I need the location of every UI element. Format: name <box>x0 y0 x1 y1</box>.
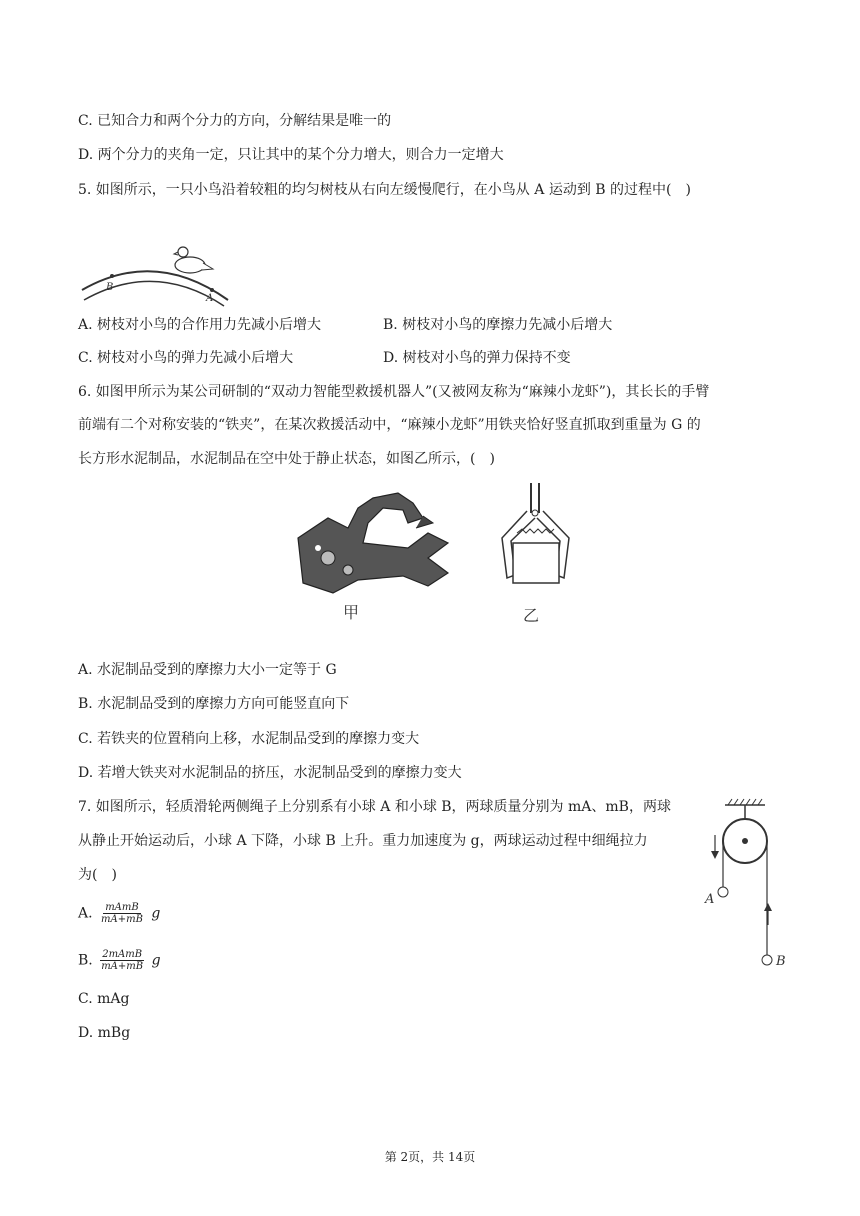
pulley-label-a: A <box>705 892 715 907</box>
fraction <box>99 902 145 925</box>
gravity-symbol: g <box>151 905 161 922</box>
ball-a <box>718 887 728 897</box>
q7-option-d: D. mBg <box>78 1025 131 1041</box>
fraction-numerator: mAmB <box>105 902 139 913</box>
q6-option-c: C. 若铁夹的位置稍向上移，水泥制品受到的摩擦力变大 <box>78 731 420 747</box>
fraction <box>99 949 145 972</box>
q6-stem-line2: 前端有二个对称安装的“铁夹”，在某次救援活动中，“麻辣小龙虾”用铁夹恰好竖直抓取到重量为 G 的 <box>78 417 701 433</box>
robot-caption: 甲 <box>343 603 360 622</box>
q4-option-c: C. 已知合力和两个分力的方向，分解结果是唯一的 <box>78 113 392 129</box>
q4-option-d: D. 两个分力的夹角一定，只让其中的某个分力增大，则合力一定增大 <box>78 147 504 163</box>
clamp-figure <box>497 483 577 628</box>
branch-figure <box>80 238 230 308</box>
q6-option-d: D. 若增大铁夹对水泥制品的挤压，水泥制品受到的摩擦力变大 <box>78 765 462 781</box>
q5-option-c: C. 树枝对小鸟的弹力先减小后增大 <box>78 350 294 366</box>
fraction-denominator: mA+mB <box>101 961 144 972</box>
fraction-numerator: 2mAmB <box>102 949 143 960</box>
clamp-caption: 乙 <box>523 606 540 625</box>
q6-stem-line3: 长方形水泥制品，水泥制品在空中处于静止状态，如图乙所示，( ) <box>78 451 495 467</box>
q7-option-a <box>78 902 160 925</box>
q6-option-a: A. 水泥制品受到的摩擦力大小一定等于 G <box>78 662 337 678</box>
q7-stem-line1: 7. 如图所示，轻质滑轮两侧绳子上分别系有小球 A 和小球 B，两球质量分别为 mA、mB，两球 <box>78 799 671 815</box>
page-footer: 第 2页，共 14页 <box>384 1150 476 1164</box>
q5-stem: 5. 如图所示，一只小鸟沿着较粗的均匀树枝从右向左缓慢爬行，在小鸟从 A 运动到 B 的过程中( ) <box>78 182 691 198</box>
pulley-figure <box>700 795 790 975</box>
q6-stem-line1: 6. 如图甲所示为某公司研制的“双动力智能型救援机器人”(又被网友称为“麻辣小龙虾”)，其长长的手臂 <box>78 384 710 400</box>
branch-label-a: A <box>206 293 214 304</box>
q7-stem-line3: 为( ) <box>78 867 117 883</box>
q7-option-b <box>78 949 161 972</box>
bird-icon <box>174 247 213 273</box>
q7-option-c: C. mAg <box>78 991 130 1007</box>
branch-label-b: B <box>106 282 114 293</box>
pulley-label-b: B <box>776 954 786 969</box>
ball-b <box>762 955 772 965</box>
option-label: A. <box>78 905 93 922</box>
q5-option-d: D. 树枝对小鸟的弹力保持不变 <box>383 350 571 366</box>
fraction-denominator: mA+mB <box>101 914 143 925</box>
option-label: B. <box>78 952 93 969</box>
q7-stem-line2: 从静止开始运动后，小球 A 下降，小球 B 上升。重力加速度为 g，两球运动过程中细绳拉力 <box>78 833 648 849</box>
q5-option-b: B. 树枝对小鸟的摩擦力先减小后增大 <box>383 317 613 333</box>
gravity-symbol: g <box>151 952 161 969</box>
robot-figure <box>288 488 458 628</box>
q6-option-b: B. 水泥制品受到的摩擦力方向可能竖直向下 <box>78 696 350 712</box>
q5-option-a: A. 树枝对小鸟的合作用力先减小后增大 <box>78 317 322 333</box>
